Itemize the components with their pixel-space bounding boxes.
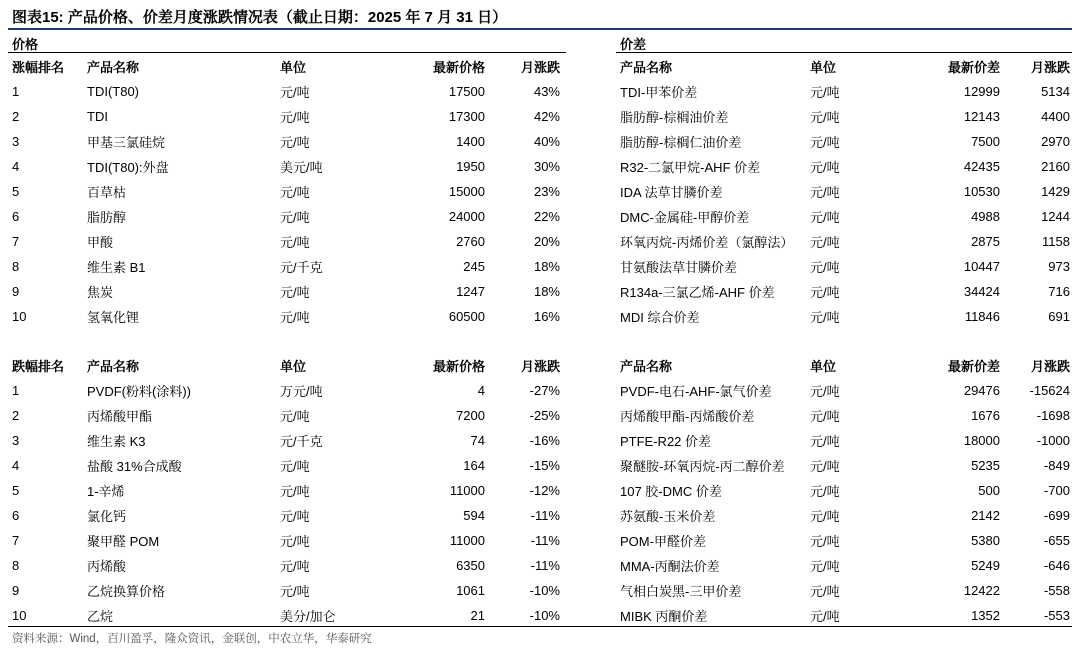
cell-unit: 元/吨 xyxy=(810,459,840,474)
cell-unit: 美元/吨 xyxy=(280,160,323,175)
cell-change: -849 xyxy=(1043,458,1070,473)
table-row xyxy=(620,528,1070,553)
cell-unit: 元/吨 xyxy=(280,509,310,524)
table-header-row xyxy=(12,54,560,79)
cell-latest: 594 xyxy=(463,508,485,523)
cell-change: -699 xyxy=(1043,508,1070,523)
cell-latest: 1061 xyxy=(456,583,485,598)
col-header-product: 产品名称 xyxy=(620,60,673,75)
table-row xyxy=(620,453,1070,478)
price-fall-rows xyxy=(12,378,560,628)
table-row xyxy=(620,104,1070,129)
cell-unit: 元/吨 xyxy=(280,285,310,300)
table-header-row xyxy=(620,54,1070,79)
table-row xyxy=(12,578,560,603)
table-row xyxy=(12,428,560,453)
cell-latest: 29476 xyxy=(963,383,1000,398)
spread-section-divider xyxy=(616,52,1072,53)
cell-latest: 18000 xyxy=(963,433,1000,448)
table-row xyxy=(620,304,1070,329)
cell-unit: 元/吨 xyxy=(810,384,840,399)
spread-fall-table xyxy=(620,353,1070,628)
price-rise-table xyxy=(12,54,560,329)
cell-unit: 元/吨 xyxy=(810,559,840,574)
cell-unit: 元/吨 xyxy=(810,584,840,599)
cell-product: 甲基三氯硅烷 xyxy=(87,135,166,150)
table-row xyxy=(12,503,560,528)
cell-latest: 1676 xyxy=(971,408,1000,423)
cell-product: TDI(T80):外盘 xyxy=(87,160,169,175)
cell-latest: 1400 xyxy=(456,134,485,149)
cell-product: POM-甲醛价差 xyxy=(620,534,706,549)
cell-unit: 元/吨 xyxy=(280,459,310,474)
cell-unit: 元/吨 xyxy=(810,310,840,325)
cell-product: 丙烯酸甲酯-丙烯酸价差 xyxy=(620,409,755,424)
table-row xyxy=(620,279,1070,304)
cell-change: -11% xyxy=(530,533,560,548)
cell-latest: 245 xyxy=(463,259,485,274)
cell-change: -16% xyxy=(529,433,560,448)
cell-latest: 10530 xyxy=(963,184,1000,199)
table-row xyxy=(12,154,560,179)
cell-product: 气相白炭黑-三甲价差 xyxy=(620,584,742,599)
cell-change: -655 xyxy=(1043,533,1070,548)
table-row xyxy=(12,453,560,478)
table-row xyxy=(12,279,560,304)
cell-rank: 9 xyxy=(12,583,20,598)
table-row xyxy=(12,254,560,279)
table-header-row xyxy=(12,353,560,378)
cell-latest: 7200 xyxy=(456,408,485,423)
cell-rank: 4 xyxy=(12,159,20,174)
cell-latest: 1247 xyxy=(456,284,485,299)
cell-product: TDI(T80) xyxy=(87,84,139,99)
cell-latest: 11846 xyxy=(964,309,1000,324)
cell-unit: 元/吨 xyxy=(280,110,310,125)
cell-change: 22% xyxy=(533,209,560,224)
cell-unit: 元/吨 xyxy=(810,409,840,424)
cell-product: 氯化钙 xyxy=(87,509,127,524)
col-header-monthly-change: 月涨跌 xyxy=(520,60,560,75)
cell-rank: 3 xyxy=(12,134,20,149)
col-header-unit: 单位 xyxy=(280,359,307,374)
cell-latest: 2142 xyxy=(971,508,1000,523)
cell-product: 乙烷 xyxy=(87,609,114,624)
cell-change: 716 xyxy=(1048,284,1070,299)
cell-change: 30% xyxy=(533,159,560,174)
cell-rank: 9 xyxy=(12,284,20,299)
cell-rank: 10 xyxy=(12,608,27,623)
cell-unit: 元/吨 xyxy=(810,235,840,250)
table-row xyxy=(620,603,1070,628)
cell-unit: 元/吨 xyxy=(280,484,310,499)
cell-latest: 11000 xyxy=(449,533,485,548)
cell-change: 42% xyxy=(533,109,560,124)
table-row xyxy=(12,403,560,428)
cell-change: -700 xyxy=(1043,483,1070,498)
footer-divider xyxy=(8,626,1072,627)
cell-latest: 15000 xyxy=(448,184,485,199)
cell-latest: 4988 xyxy=(971,209,1000,224)
cell-latest: 21 xyxy=(470,608,485,623)
table-row xyxy=(12,603,560,628)
cell-rank: 1 xyxy=(12,383,20,398)
col-header-latest-spread: 最新价差 xyxy=(947,60,1000,75)
cell-product: 丙烯酸 xyxy=(87,559,127,574)
cell-product: 维生素 B1 xyxy=(87,260,146,275)
cell-unit: 万元/吨 xyxy=(280,384,323,399)
table-row xyxy=(620,428,1070,453)
table-row xyxy=(12,478,560,503)
col-header-product: 产品名称 xyxy=(620,359,673,374)
cell-latest: 74 xyxy=(470,433,485,448)
cell-product: R134a-三氯乙烯-AHF 价差 xyxy=(620,285,775,300)
cell-rank: 5 xyxy=(12,184,20,199)
cell-change: 18% xyxy=(533,284,560,299)
cell-latest: 10447 xyxy=(963,259,1000,274)
col-header-unit: 单位 xyxy=(280,60,307,75)
cell-product: 1-辛烯 xyxy=(87,484,125,499)
cell-product: PVDF-电石-AHF-氯气价差 xyxy=(620,384,772,399)
cell-latest: 34424 xyxy=(963,284,1000,299)
cell-product: 焦炭 xyxy=(87,285,114,300)
table-row xyxy=(620,79,1070,104)
cell-unit: 元/吨 xyxy=(810,509,840,524)
cell-product: TDI xyxy=(87,109,108,124)
cell-change: 691 xyxy=(1048,309,1070,324)
col-header-monthly-change: 月涨跌 xyxy=(520,359,560,374)
table-row xyxy=(620,154,1070,179)
cell-change: 43% xyxy=(533,84,560,99)
table-row xyxy=(620,478,1070,503)
table-row xyxy=(620,553,1070,578)
table-row xyxy=(620,378,1070,403)
cell-change: -12% xyxy=(529,483,560,498)
cell-product: MDI 综合价差 xyxy=(620,310,700,325)
cell-unit: 元/吨 xyxy=(280,409,310,424)
cell-change: 40% xyxy=(533,134,560,149)
cell-rank: 8 xyxy=(12,259,20,274)
table-row xyxy=(620,254,1070,279)
cell-change: -558 xyxy=(1043,583,1070,598)
cell-rank: 6 xyxy=(12,209,20,224)
cell-latest: 12143 xyxy=(963,109,1000,124)
title-divider xyxy=(8,28,1072,30)
cell-unit: 元/吨 xyxy=(280,310,310,325)
cell-latest: 6350 xyxy=(456,558,485,573)
price-rise-rows xyxy=(12,79,560,329)
cell-product: MIBK 丙酮价差 xyxy=(620,609,708,624)
cell-unit: 元/吨 xyxy=(810,110,840,125)
cell-change: 23% xyxy=(533,184,560,199)
cell-product: 甲酸 xyxy=(87,235,114,250)
col-header-product: 产品名称 xyxy=(87,359,140,374)
cell-product: 聚甲醛 POM xyxy=(87,534,160,549)
col-header-latest-price: 最新价格 xyxy=(432,359,485,374)
cell-product: TDI-甲苯价差 xyxy=(620,85,698,100)
table-row xyxy=(12,129,560,154)
cell-rank: 1 xyxy=(12,84,20,99)
cell-rank: 3 xyxy=(12,433,20,448)
cell-latest: 1352 xyxy=(971,608,1000,623)
cell-latest: 17500 xyxy=(448,84,485,99)
col-header-rank: 跌幅排名 xyxy=(12,359,65,374)
table-row xyxy=(12,104,560,129)
cell-unit: 元/吨 xyxy=(810,185,840,200)
cell-unit: 元/吨 xyxy=(280,559,310,574)
cell-rank: 2 xyxy=(12,408,20,423)
cell-unit: 元/千克 xyxy=(280,260,323,275)
table-row xyxy=(12,304,560,329)
cell-product: 百草枯 xyxy=(87,185,127,200)
cell-product: DMC-金属硅-甲醇价差 xyxy=(620,210,750,225)
cell-change: 2160 xyxy=(1041,159,1070,174)
cell-latest: 1950 xyxy=(456,159,485,174)
cell-latest: 17300 xyxy=(448,109,485,124)
cell-latest: 42435 xyxy=(963,159,1000,174)
table-header-row xyxy=(620,353,1070,378)
cell-product: IDA 法草甘膦价差 xyxy=(620,185,723,200)
cell-unit: 元/吨 xyxy=(280,534,310,549)
cell-rank: 7 xyxy=(12,533,20,548)
cell-latest: 5249 xyxy=(971,558,1000,573)
cell-unit: 元/吨 xyxy=(280,185,310,200)
table-row xyxy=(620,204,1070,229)
cell-product: PVDF(粉料(涂料)) xyxy=(87,384,191,399)
cell-product: 丙烯酸甲酯 xyxy=(87,409,153,424)
cell-product: R32-二氯甲烷-AHF 价差 xyxy=(620,160,761,175)
col-header-monthly-change: 月涨跌 xyxy=(1030,359,1070,374)
cell-latest: 12422 xyxy=(963,583,1000,598)
cell-product: MMA-丙酮法价差 xyxy=(620,559,720,574)
cell-product: 氢氧化锂 xyxy=(87,310,140,325)
cell-product: 聚醚胺-环氧丙烷-丙二醇价差 xyxy=(620,459,785,474)
cell-latest: 24000 xyxy=(448,209,485,224)
spread-rise-table xyxy=(620,54,1070,329)
cell-change: 18% xyxy=(533,259,560,274)
table-row xyxy=(12,179,560,204)
cell-change: 16% xyxy=(533,309,560,324)
cell-unit: 元/吨 xyxy=(280,584,310,599)
table-row xyxy=(12,553,560,578)
table-row xyxy=(620,403,1070,428)
cell-unit: 元/吨 xyxy=(280,210,310,225)
table-row xyxy=(620,229,1070,254)
cell-change: -646 xyxy=(1043,558,1070,573)
cell-unit: 元/吨 xyxy=(280,135,310,150)
cell-unit: 元/吨 xyxy=(810,434,840,449)
cell-change: 5134 xyxy=(1041,84,1070,99)
cell-change: -15% xyxy=(529,458,560,473)
table-row xyxy=(12,79,560,104)
cell-change: 4400 xyxy=(1041,109,1070,124)
cell-product: 乙烷换算价格 xyxy=(87,584,166,599)
cell-unit: 元/千克 xyxy=(280,434,323,449)
col-header-rank: 涨幅排名 xyxy=(12,60,65,75)
cell-latest: 2875 xyxy=(971,234,1000,249)
spread-fall-rows xyxy=(620,378,1070,628)
cell-product: 甘氨酸法草甘膦价差 xyxy=(620,260,738,275)
source-note: 资料来源：Wind，百川盈孚，隆众资讯，金联创，中农立华，华泰研究 xyxy=(12,633,372,645)
cell-unit: 元/吨 xyxy=(810,609,840,624)
cell-change: -27% xyxy=(529,383,560,398)
cell-unit: 元/吨 xyxy=(280,85,310,100)
cell-unit: 元/吨 xyxy=(810,260,840,275)
cell-unit: 元/吨 xyxy=(810,135,840,150)
cell-change: -1000 xyxy=(1036,433,1070,448)
cell-product: 107 胶-DMC 价差 xyxy=(620,484,722,499)
cell-latest: 5380 xyxy=(971,533,1000,548)
section-label-spread: 价差 xyxy=(620,37,647,52)
cell-change: 1244 xyxy=(1041,209,1070,224)
col-header-unit: 单位 xyxy=(810,359,837,374)
col-header-latest-spread: 最新价差 xyxy=(947,359,1000,374)
cell-product: PTFE-R22 价差 xyxy=(620,434,712,449)
table-row xyxy=(12,204,560,229)
cell-change: -1698 xyxy=(1036,408,1070,423)
cell-product: 苏氨酸-玉米价差 xyxy=(620,509,716,524)
cell-change: 973 xyxy=(1048,259,1070,274)
cell-change: 20% xyxy=(533,234,560,249)
table-row xyxy=(12,229,560,254)
cell-change: -11% xyxy=(530,508,560,523)
cell-rank: 6 xyxy=(12,508,20,523)
col-header-monthly-change: 月涨跌 xyxy=(1030,60,1070,75)
cell-latest: 164 xyxy=(463,458,485,473)
col-header-unit: 单位 xyxy=(810,60,837,75)
cell-product: 盐酸 31%合成酸 xyxy=(87,459,182,474)
price-section-divider xyxy=(8,52,566,53)
cell-unit: 元/吨 xyxy=(810,285,840,300)
cell-unit: 元/吨 xyxy=(810,210,840,225)
cell-change: -25% xyxy=(529,408,560,423)
figure-title: 图表15: 产品价格、价差月度涨跌情况表（截止日期：2025 年 7 月 31 日） xyxy=(12,9,508,26)
col-header-product: 产品名称 xyxy=(87,60,140,75)
cell-latest: 4 xyxy=(477,383,485,398)
table-row xyxy=(620,503,1070,528)
spread-rise-rows xyxy=(620,79,1070,329)
cell-rank: 8 xyxy=(12,558,20,573)
table-row xyxy=(12,528,560,553)
cell-unit: 元/吨 xyxy=(280,235,310,250)
cell-unit: 元/吨 xyxy=(810,160,840,175)
cell-change: 1158 xyxy=(1042,234,1070,249)
section-label-price: 价格 xyxy=(12,37,39,52)
cell-change: -10% xyxy=(529,583,560,598)
cell-product: 脂肪醇 xyxy=(87,210,127,225)
cell-rank: 4 xyxy=(12,458,20,473)
price-fall-table xyxy=(12,353,560,628)
table-row xyxy=(620,129,1070,154)
cell-latest: 60500 xyxy=(448,309,485,324)
cell-product: 脂肪醇-棕榈仁油价差 xyxy=(620,135,742,150)
cell-latest: 5235 xyxy=(971,458,1000,473)
cell-rank: 7 xyxy=(12,234,20,249)
cell-latest: 500 xyxy=(978,483,1000,498)
cell-product: 脂肪醇-棕榈油价差 xyxy=(620,110,729,125)
cell-latest: 2760 xyxy=(456,234,485,249)
cell-unit: 元/吨 xyxy=(810,484,840,499)
cell-rank: 2 xyxy=(12,109,20,124)
table-row xyxy=(620,578,1070,603)
cell-change: -10% xyxy=(529,608,560,623)
table-row xyxy=(12,378,560,403)
cell-change: -11% xyxy=(530,558,560,573)
cell-rank: 10 xyxy=(12,309,27,324)
cell-latest: 12999 xyxy=(963,84,1000,99)
cell-unit: 元/吨 xyxy=(810,85,840,100)
cell-change: 1429 xyxy=(1041,184,1070,199)
table-row xyxy=(620,179,1070,204)
cell-rank: 5 xyxy=(12,483,20,498)
cell-change: -15624 xyxy=(1029,383,1070,398)
cell-unit: 元/吨 xyxy=(810,534,840,549)
cell-change: 2970 xyxy=(1041,134,1070,149)
cell-product: 维生素 K3 xyxy=(87,434,146,449)
cell-product: 环氧丙烷-丙烯价差（氯醇法） xyxy=(620,235,794,250)
cell-latest: 11000 xyxy=(449,483,485,498)
col-header-latest-price: 最新价格 xyxy=(432,60,485,75)
cell-latest: 7500 xyxy=(971,134,1000,149)
cell-change: -553 xyxy=(1043,608,1070,623)
cell-unit: 美分/加仑 xyxy=(280,609,336,624)
